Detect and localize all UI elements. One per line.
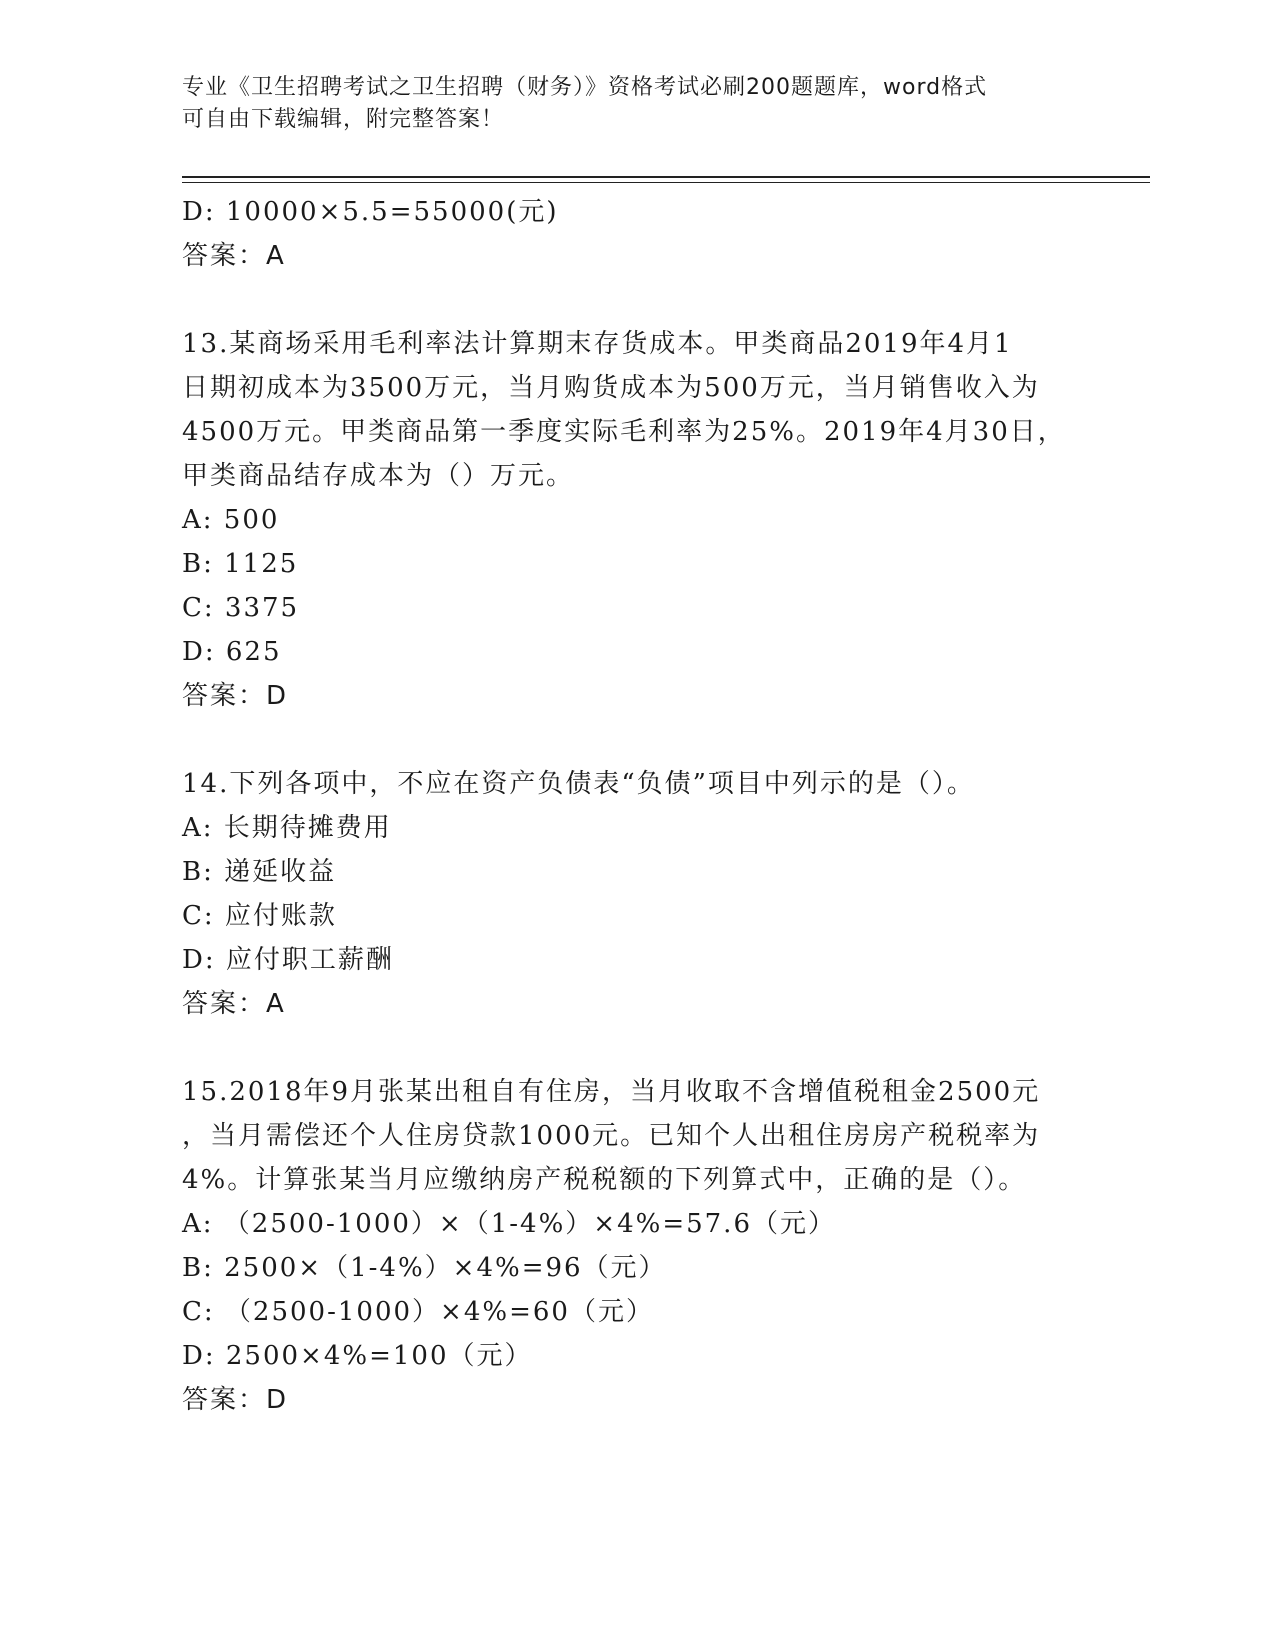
prev-option-d: D: 10000×5.5=55000(元) — [182, 197, 559, 227]
question-text-line: 甲类商品结存成本为（）万元。 — [182, 461, 575, 491]
answer: 答案：A — [182, 989, 286, 1019]
answer: 答案：D — [182, 1385, 289, 1415]
spacer — [182, 1026, 1062, 1070]
prev-answer: 答案：A — [182, 241, 286, 271]
question-text-line: ，当月需偿还个人住房贷款1000元。已知个人出租住房房产税税率为 — [182, 1121, 1041, 1151]
header-line-1: 专业《卫生招聘考试之卫生招聘（财务）》资格考试必刷200题题库，word格式 — [182, 75, 988, 100]
option-b: B: 2500×（1-4%）×4%=96（元） — [182, 1253, 667, 1283]
option-c: C: 3375 — [182, 593, 300, 623]
question-text-line: 日期初成本为3500万元，当月购货成本为500万元，当月销售收入为 — [182, 373, 1040, 403]
option-d: D: 2500×4%=100（元） — [182, 1341, 533, 1371]
option-a: A: 500 — [182, 505, 280, 535]
document-header — [182, 72, 1062, 136]
option-b: B: 递延收益 — [182, 857, 337, 887]
header-divider-thin — [182, 182, 1150, 183]
header-divider — [182, 176, 1150, 178]
spacer — [182, 278, 1062, 322]
option-d: D: 625 — [182, 637, 282, 667]
answer: 答案：D — [182, 681, 289, 711]
header-line-2: 可自由下载编辑，附完整答案！ — [182, 107, 505, 132]
question-text-line: 15.2018年9月张某出租自有住房，当月收取不含增值税租金2500元 — [182, 1077, 1041, 1107]
question-text-line: 4500万元。甲类商品第一季度实际毛利率为25%。2019年4月30日， — [182, 417, 1066, 447]
document-body — [182, 190, 1066, 1422]
question-13 — [182, 322, 1066, 718]
question-14 — [182, 762, 1062, 1026]
option-a: A: 长期待摊费用 — [182, 813, 392, 843]
spacer — [182, 718, 1062, 762]
question-text-line: 4%。计算张某当月应缴纳房产税税额的下列算式中，正确的是（）。 — [182, 1165, 1027, 1195]
question-text-line: 13.某商场采用毛利率法计算期末存货成本。甲类商品2019年4月1 — [182, 329, 1013, 359]
option-b: B: 1125 — [182, 549, 299, 579]
question-15 — [182, 1070, 1062, 1422]
question-text-line: 14.下列各项中，不应在资产负债表“负债”项目中列示的是（）。 — [182, 769, 975, 799]
option-a: A: （2500-1000）×（1-4%）×4%=57.6（元） — [182, 1209, 836, 1239]
option-c: C: （2500-1000）×4%=60（元） — [182, 1297, 654, 1327]
option-d: D: 应付职工薪酬 — [182, 945, 394, 975]
option-c: C: 应付账款 — [182, 901, 337, 931]
